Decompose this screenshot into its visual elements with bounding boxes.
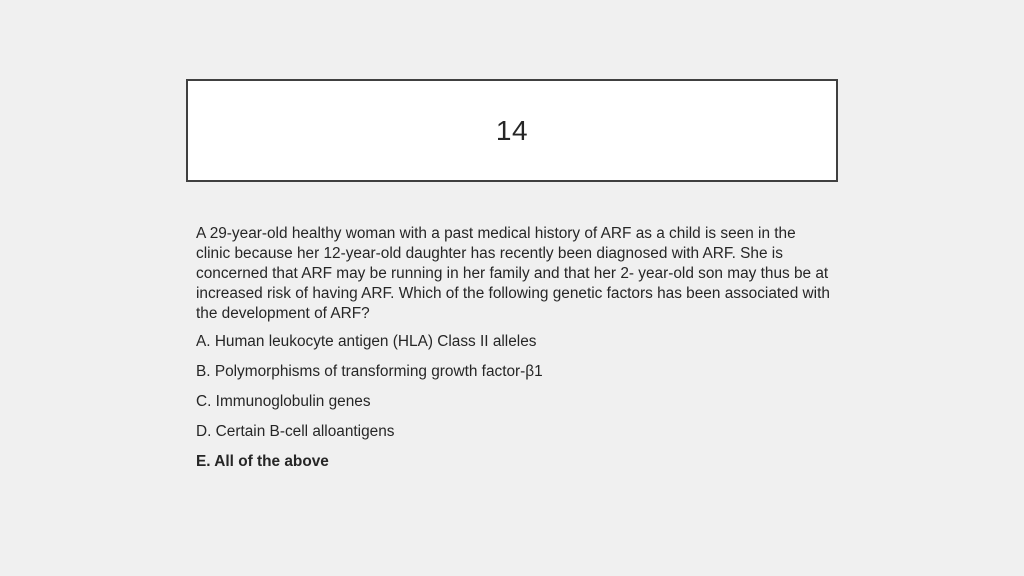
option-c: C. Immunoglobulin genes [196, 393, 371, 410]
option-a: A. Human leukocyte antigen (HLA) Class II alleles [196, 333, 537, 350]
option-d: D. Certain B-cell alloantigens [196, 423, 395, 440]
slide-title: 14 [495, 114, 529, 146]
question-text: A 29-year-old healthy woman with a past medical history of ARF as a child is seen in the clinic because her 12-year-old daughter has recently been diagnosed with ARF. She is concerned that ARF may be running in her family and that her 2- year-old son may thus be at increased risk of having ARF. Which of the following genetic factors has been associated with the development of ARF? [196, 225, 830, 322]
option-e-correct-answer: E. All of the above [196, 453, 329, 470]
title-box [186, 79, 838, 182]
option-b: B. Polymorphisms of transforming growth factor-β1 [196, 363, 543, 380]
question-content [196, 224, 832, 482]
